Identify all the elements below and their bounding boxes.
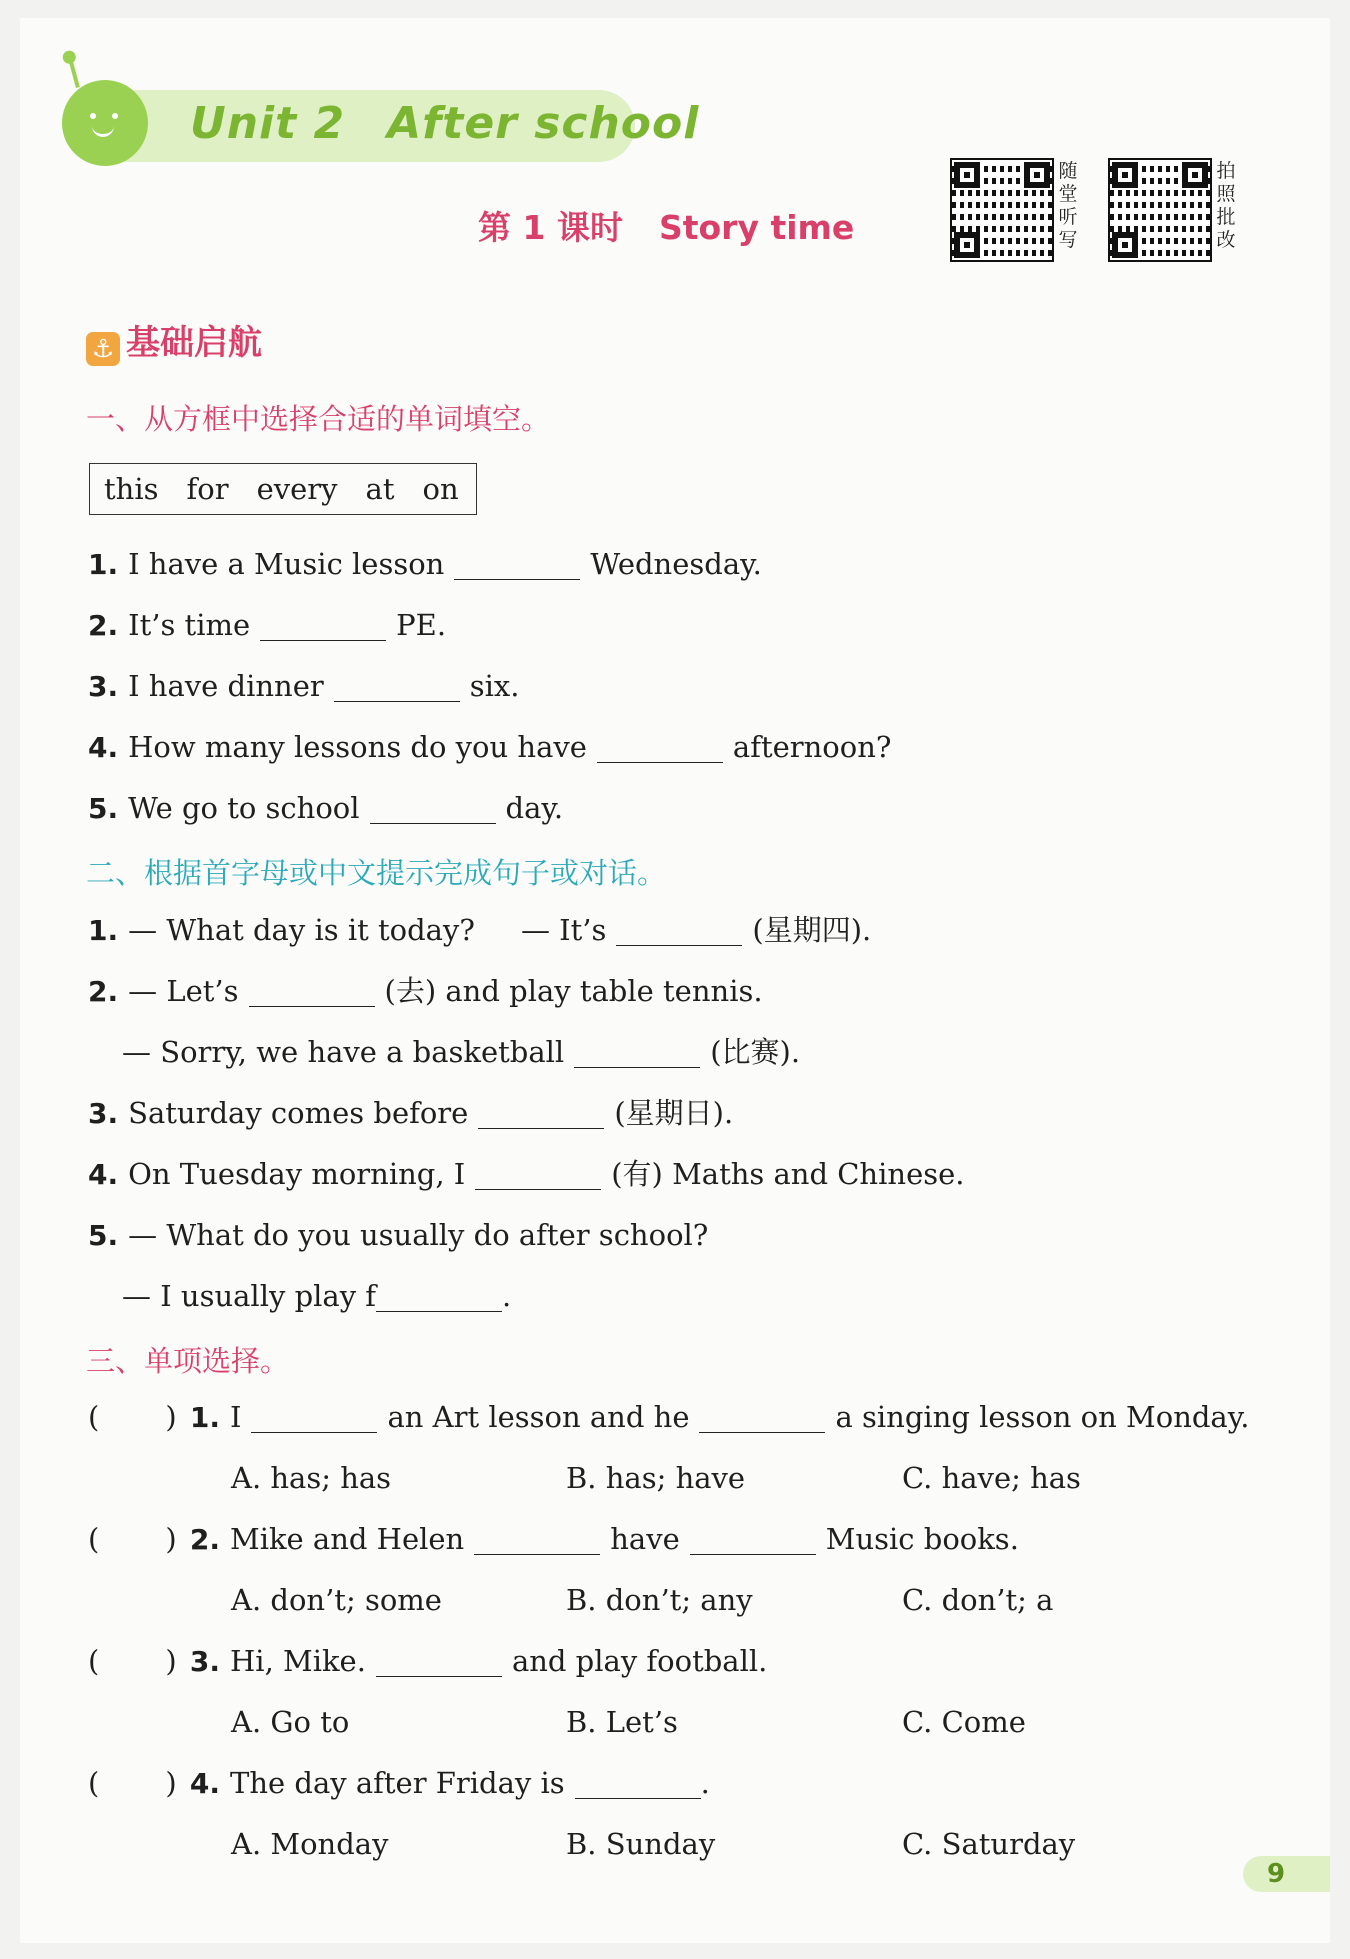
part1-item-2: 2. It’s time PE. <box>88 608 447 642</box>
word-option: on <box>422 472 459 506</box>
unit-number: Unit 2 <box>190 98 346 149</box>
answer-blank[interactable] <box>376 1281 502 1312</box>
part2-item-4: 4. On Tuesday morning, I (有) Maths and Chinese. <box>88 1157 965 1191</box>
qr-code-grade[interactable] <box>1108 158 1212 262</box>
mc-option-a[interactable]: A. don’t; some <box>231 1583 442 1617</box>
answer-paren[interactable]: ( <box>88 1400 100 1434</box>
mc-option-a[interactable]: A. Monday <box>231 1827 389 1861</box>
mc-option-c[interactable]: C. Come <box>902 1705 1026 1739</box>
mc-question-2: ( ) 2. Mike and Helen have Music books. <box>88 1522 1019 1556</box>
answer-blank[interactable] <box>699 1402 825 1433</box>
qr-label-grade: 拍 照 批 改 <box>1216 160 1236 251</box>
answer-blank[interactable] <box>475 1159 601 1190</box>
answer-blank[interactable] <box>334 671 460 702</box>
unit-name: After school <box>387 98 700 149</box>
mc-question-1: ( ) 1. I an Art lesson and he a singing lesson on Monday. <box>88 1400 1250 1434</box>
mc-option-c[interactable]: C. Saturday <box>902 1827 1076 1861</box>
part2-item-5-reply: — I usually play f . <box>122 1279 512 1313</box>
answer-blank[interactable] <box>260 610 386 641</box>
answer-paren[interactable]: ( <box>88 1766 100 1800</box>
answer-blank[interactable] <box>574 1037 700 1068</box>
mc-option-c[interactable]: C. don’t; a <box>902 1583 1054 1617</box>
part1-item-4: 4. How many lessons do you have afternoon? <box>88 730 892 764</box>
word-option: at <box>365 472 395 506</box>
answer-blank[interactable] <box>690 1524 816 1555</box>
answer-blank[interactable] <box>454 549 580 580</box>
part2-heading: 二、根据首字母或中文提示完成句子或对话。 <box>86 856 667 890</box>
mc-option-b[interactable]: B. Let’s <box>566 1705 678 1739</box>
anchor-icon: ⚓ <box>86 332 120 366</box>
part1-heading: 一、从方框中选择合适的单词填空。 <box>86 402 551 436</box>
mc-option-a[interactable]: A. has; has <box>231 1461 392 1495</box>
lesson-number: 第 1 课时 <box>478 208 623 247</box>
part2-item-1: 1. — What day is it today? — It’s (星期四). <box>88 913 872 947</box>
qr-code-listen[interactable] <box>950 158 1054 262</box>
word-option: every <box>256 472 338 506</box>
answer-paren[interactable]: ( <box>88 1644 100 1678</box>
mascot-icon <box>62 80 148 166</box>
answer-blank[interactable] <box>249 976 375 1007</box>
answer-blank[interactable] <box>370 793 496 824</box>
mc-question-3: ( ) 3. Hi, Mike. and play football. <box>88 1644 768 1678</box>
word-box <box>89 463 477 515</box>
answer-blank[interactable] <box>597 732 723 763</box>
page-number: 9 <box>1243 1856 1330 1892</box>
part2-item-5: 5. — What do you usually do after school? <box>88 1218 709 1252</box>
mc-option-b[interactable]: B. Sunday <box>566 1827 716 1861</box>
lesson-name: Story time <box>658 208 855 247</box>
part1-item-3: 3. I have dinner six. <box>88 669 520 703</box>
section-heading: ⚓ 基础启航 <box>86 315 262 366</box>
part1-item-5: 5. We go to school day. <box>88 791 564 825</box>
answer-blank[interactable] <box>474 1524 600 1555</box>
answer-blank[interactable] <box>575 1768 701 1799</box>
part2-item-2: 2. — Let’s (去) and play table tennis. <box>88 974 763 1008</box>
mc-option-b[interactable]: B. don’t; any <box>566 1583 753 1617</box>
answer-blank[interactable] <box>478 1098 604 1129</box>
answer-blank[interactable] <box>616 915 742 946</box>
mc-option-a[interactable]: A. Go to <box>231 1705 350 1739</box>
answer-paren[interactable]: ( <box>88 1522 100 1556</box>
mc-option-c[interactable]: C. have; has <box>902 1461 1081 1495</box>
mc-option-b[interactable]: B. has; have <box>566 1461 746 1495</box>
unit-title <box>190 98 699 149</box>
part2-item-2-reply: — Sorry, we have a basketball (比赛). <box>122 1035 801 1069</box>
answer-blank[interactable] <box>251 1402 377 1433</box>
mc-question-4: ( ) 4. The day after Friday is . <box>88 1766 710 1800</box>
part3-heading: 三、单项选择。 <box>86 1344 290 1378</box>
answer-blank[interactable] <box>376 1646 502 1677</box>
lesson-title <box>478 202 854 249</box>
part2-item-3: 3. Saturday comes before (星期日). <box>88 1096 734 1130</box>
word-option: this <box>104 472 159 506</box>
qr-label-listen: 随 堂 听 写 <box>1058 160 1078 251</box>
word-option: for <box>186 472 229 506</box>
part1-item-1: 1. I have a Music lesson Wednesday. <box>88 547 762 581</box>
